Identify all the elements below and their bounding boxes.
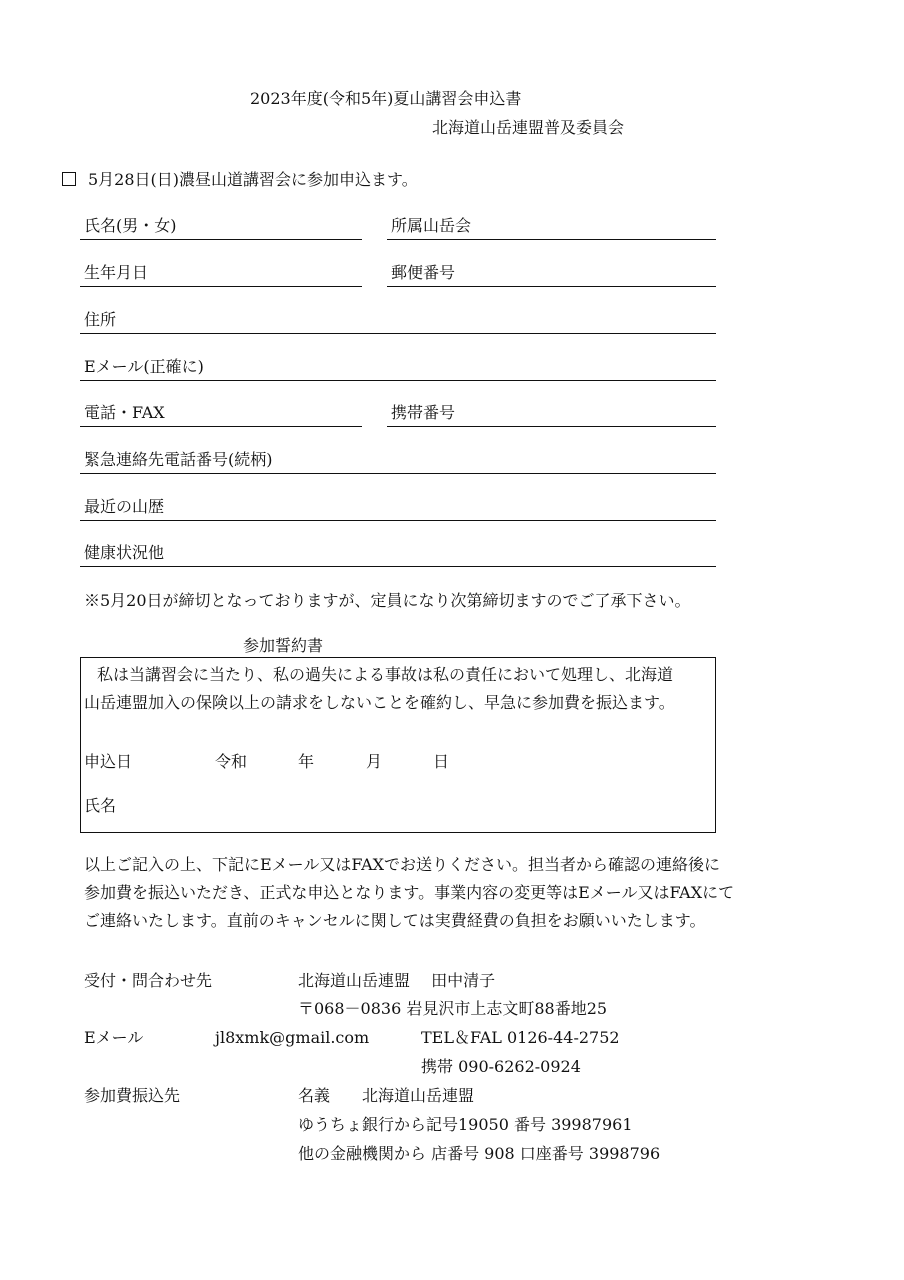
contact-org-person: 北海道山岳連盟 田中清子	[298, 971, 496, 990]
day-label: 日	[433, 752, 450, 771]
form-title: 2023年度(令和5年)夏山講習会申込書	[250, 89, 522, 108]
email-field[interactable]	[80, 380, 716, 381]
application-label: 5月28日(日)濃昼山道講習会に参加申込ます。	[88, 170, 418, 189]
deadline-note: ※5月20日が締切となっておりますが、定員になり次第締切ますのでご了承下さい。	[84, 591, 691, 610]
month-label: 月	[366, 752, 383, 771]
pledge-text-line1: 私は当講習会に当たり、私の過失による事故は私の責任において処理し、北海道	[97, 665, 674, 684]
mobile-label: 携帯番号	[391, 403, 456, 422]
payment-holder: 名義 北海道山岳連盟	[298, 1086, 475, 1105]
contact-email-link[interactable]: jl8xmk@gmail.com	[215, 1028, 370, 1047]
payment-label: 参加費振込先	[84, 1086, 181, 1105]
birthdate-label: 生年月日	[84, 263, 149, 282]
club-label: 所属山岳会	[391, 216, 472, 235]
application-checkbox[interactable]	[62, 172, 76, 186]
climbing-history-label: 最近の山歴	[84, 497, 165, 516]
instructions-line2: 参加費を振込いただき、正式な申込となります。事業内容の変更等はEメール又はFAXにて	[84, 883, 735, 902]
climbing-history-field[interactable]	[80, 520, 716, 521]
health-label: 健康状況他	[84, 543, 165, 562]
mobile-field[interactable]	[387, 426, 716, 427]
email-contact-label: Eメール	[84, 1028, 144, 1047]
contact-mobile: 携帯 090-6262-0924	[421, 1057, 581, 1076]
contact-address: 〒068－0836 岩見沢市上志文町88番地25	[298, 999, 608, 1018]
postal-code-label: 郵便番号	[391, 263, 456, 282]
email-label: Eメール(正確に)	[84, 357, 204, 376]
club-field[interactable]	[387, 239, 716, 240]
emergency-contact-field[interactable]	[80, 473, 716, 474]
name-field[interactable]	[80, 239, 362, 240]
contact-label: 受付・問合わせ先	[84, 971, 213, 990]
contact-tel-fax: TEL＆FAL 0126-44-2752	[421, 1028, 620, 1047]
health-field[interactable]	[80, 566, 716, 567]
phone-fax-label: 電話・FAX	[84, 403, 165, 422]
address-field[interactable]	[80, 333, 716, 334]
pledge-name-label: 氏名	[84, 796, 117, 815]
application-date-label: 申込日	[84, 752, 133, 771]
address-label: 住所	[84, 310, 117, 329]
pledge-title: 参加誓約書	[243, 636, 324, 655]
year-label: 年	[298, 752, 315, 771]
organizer-name: 北海道山岳連盟普及委員会	[432, 118, 625, 137]
phone-fax-field[interactable]	[80, 426, 362, 427]
era-label: 令和	[215, 752, 248, 771]
birthdate-field[interactable]	[80, 286, 362, 287]
name-label: 氏名(男・女)	[84, 216, 177, 235]
instructions-line3: ご連絡いたします。直前のキャンセルに関しては実費経費の負担をお願いいたします。	[84, 911, 706, 930]
payment-other-banks: 他の金融機関から 店番号 908 口座番号 3998796	[298, 1144, 661, 1163]
postal-code-field[interactable]	[387, 286, 716, 287]
emergency-contact-label: 緊急連絡先電話番号(続柄)	[84, 450, 273, 469]
pledge-text-line2: 山岳連盟加入の保険以上の請求をしないことを確約し、早急に参加費を振込ます。	[84, 693, 675, 712]
instructions-line1: 以上ご記入の上、下記にEメール又はFAXでお送りください。担当者から確認の連絡後に	[84, 855, 721, 874]
payment-yucho: ゆうちょ銀行から記号19050 番号 39987961	[298, 1115, 633, 1134]
